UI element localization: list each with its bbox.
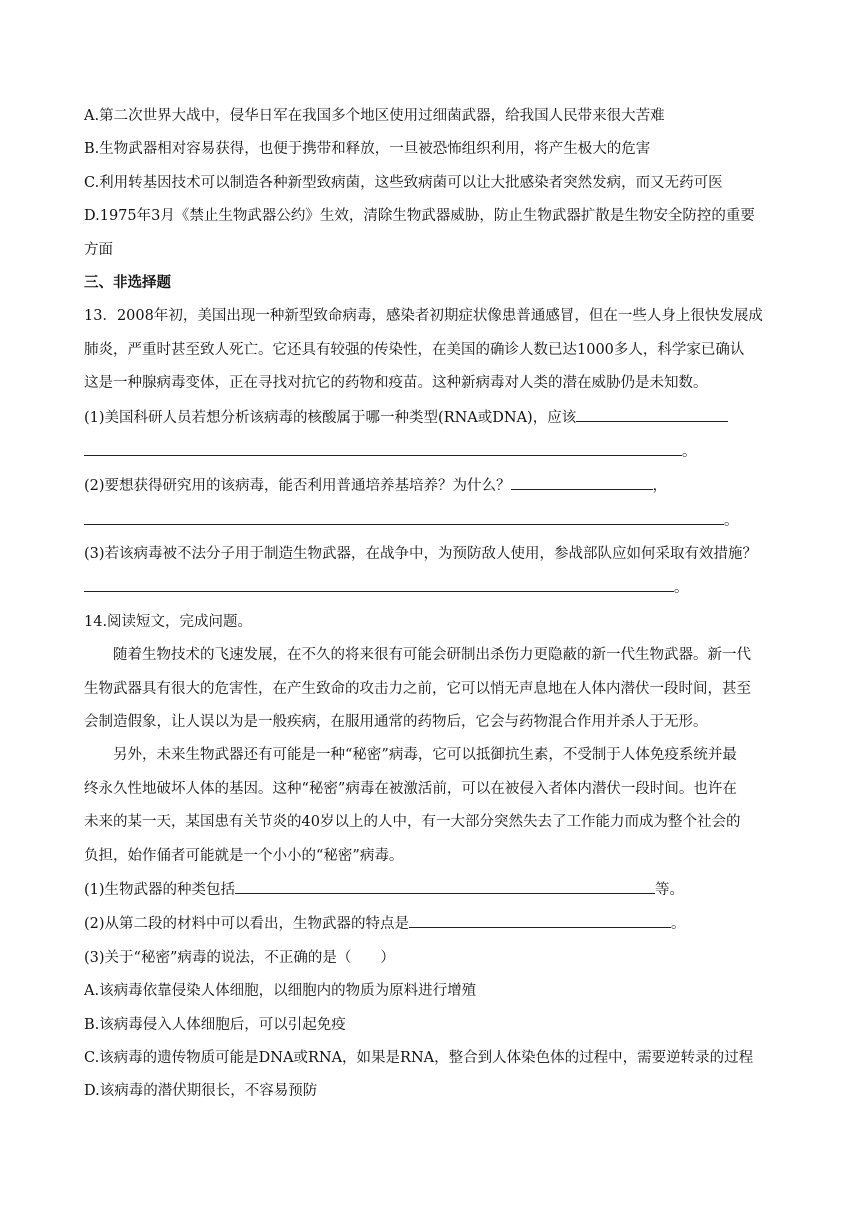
option-d-line: D.1975年3月《禁止生物武器公约》生效，清除生物武器威胁，防止生物武器扩散是生物安全防控的重要 <box>84 208 755 225</box>
q13-sub1-blank-a[interactable] <box>576 407 728 422</box>
q13-stem-line-1: 13．2008年初，美国出现一种新型致命病毒，感染者初期症状像患普通感冒，但在一些人身上很快发展成 <box>84 308 763 325</box>
q13-sub2-answer-line <box>84 510 780 531</box>
q13-sub1-blank-b[interactable] <box>84 441 682 456</box>
q14-para2-line-4: 负担，始作俑者可能就是一个小小的“秘密”病毒。 <box>84 847 404 864</box>
option-c-line: C.利用转基因技术可以制造各种新型致病菌，这些致病菌可以让大批感染者突然发病，而又无药可医 <box>84 174 723 191</box>
q14-para1-line-1: 随着生物技术的飞速发展，在不久的将来很有可能会研制出杀伤力更隐蔽的新一代生物武器。新一代 <box>113 647 751 664</box>
q14-para1-line-3: 会制造假象，让人误以为是一般疾病，在服用通常的药物后，它会与药物混合作用并杀人于无形。 <box>84 714 708 731</box>
q14-option-b: B.该病毒侵入人体细胞后，可以引起免疫 <box>84 1016 346 1033</box>
option-d-line-continued: 方面 <box>84 241 113 258</box>
option-a-line: A.第二次世界大战中，侵华日军在我国多个地区使用过细菌武器，给我国人民带来很大苦难 <box>84 108 665 124</box>
q13-sub1-text: (1)美国科研人员若想分析该病毒的核酸属于哪一种类型(RNA或DNA)，应该 <box>84 409 577 426</box>
q14-sub2-blank[interactable] <box>409 913 671 928</box>
q14-option-d: D.该病毒的潜伏期很长，不容易预防 <box>84 1083 318 1100</box>
q13-stem-line-3: 这是一种腺病毒变体，正在寻找对抗它的药物和疫苗。这种新病毒对人类的潜在威胁仍是未知数。 <box>84 375 708 392</box>
q13-sub2-comma: ， <box>652 478 668 495</box>
q14-sub3: (3)关于“秘密”病毒的说法，不正确的是（ ） <box>84 949 395 966</box>
q13-stem-line-2: 肺炎，严重时甚至致人死亡。它还具有较强的传染性，在美国的确诊人数已达1000多人，科学家已确认 <box>84 341 745 358</box>
q14-sub1 <box>84 879 780 900</box>
q14-option-c: C.该病毒的遗传物质可能是DNA或RNA，如果是RNA，整合到人体染色体的过程中，需要逆转录的过程 <box>84 1049 754 1066</box>
q14-para2-line-3: 未来的某一天，某国患有关节炎的40岁以上的人中，有一大部分突然失去了工作能力而成为整个社会的 <box>84 814 741 831</box>
q13-sub3-answer-line <box>84 577 780 598</box>
q13-sub2-period: 。 <box>724 512 739 529</box>
q14-para1-line-2: 生物武器具有很大的危害性，在产生致命的攻击力之前，它可以悄无声息地在人体内潜伏一段时间，甚至 <box>84 680 751 697</box>
q13-sub1 <box>84 407 780 428</box>
q14-stem: 14.阅读短文，完成问题。 <box>84 613 253 630</box>
q14-sub2 <box>84 913 780 934</box>
q13-sub3-blank[interactable] <box>84 577 674 592</box>
q13-sub2-text: (2)要想获得研究用的该病毒，能否利用普通培养基培养？为什么？ <box>84 478 511 495</box>
q13-sub2-blank-a[interactable] <box>511 475 653 490</box>
section-heading: 三、非选择题 <box>84 274 171 291</box>
q14-sub1-end: 等。 <box>655 881 685 898</box>
q14-sub2-text: (2)从第二段的材料中可以看出，生物武器的特点是 <box>84 916 410 933</box>
q14-option-a: A.该病毒依靠侵染人体细胞，以细胞内的物质为原料进行增殖 <box>84 983 477 1000</box>
q13-sub3: (3)若该病毒被不法分子用于制造生物武器，在战争中，为预防敌人使用，参战部队应如何采取有效措施？ <box>84 546 758 563</box>
q14-para2-line-2: 终永久性地破坏人体的基因。这种“秘密”病毒在被激活前，可以在被侵入者体内潜伏一段时间。也许在 <box>84 780 737 797</box>
q13-sub3-period: 。 <box>674 580 689 597</box>
q14-para2-line-1: 另外，未来生物武器还有可能是一种“秘密”病毒，它可以抵御抗生素，不受制于人体免疫系统并最 <box>113 747 737 764</box>
q14-sub2-end: 。 <box>671 916 686 933</box>
option-b-line: B.生物武器相对容易获得，也便于携带和释放，一旦被恐怖组织利用，将产生极大的危害 <box>84 141 651 158</box>
q13-sub1-period: 。 <box>682 443 697 460</box>
q13-sub2-blank-b[interactable] <box>84 510 724 525</box>
q13-sub1-answer-line <box>84 441 780 462</box>
q13-sub2 <box>84 475 780 496</box>
q14-sub1-blank[interactable] <box>235 879 655 894</box>
q14-sub1-text: (1)生物武器的种类包括 <box>84 881 236 898</box>
